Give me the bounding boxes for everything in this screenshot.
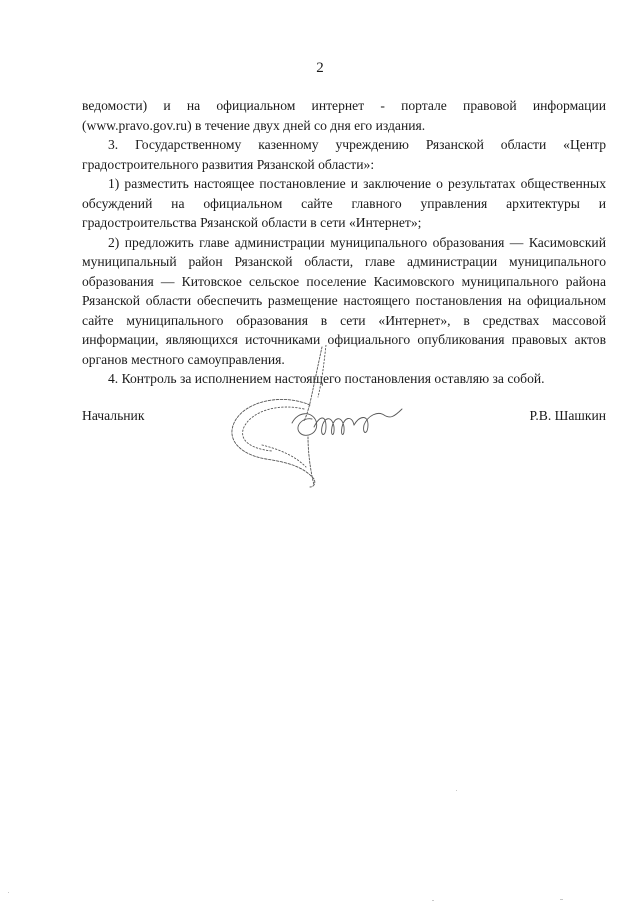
paragraph-item-4: 4. Контроль за исполнением настоящего постановления оставляю за собой. xyxy=(108,371,545,386)
signer-name: Р.В. Шашкин xyxy=(529,408,606,423)
handwritten-signature xyxy=(222,345,422,490)
signer-title: Начальник xyxy=(82,408,145,423)
page-number: 2 xyxy=(316,60,324,76)
scan-speck xyxy=(8,892,9,893)
scan-speck xyxy=(560,899,563,900)
paragraph-subitem-2: 2) предложить главе администрации муниципального образования — Касимовский муниципальный район Рязанской области, главе администрации муниципального образования — Китовское сельское поселение Касимовского муниципального района Рязанской области обеспечить размещение настоящего постановления на официальном сайте муниципального образования в сети «Интернет», в средствах массовой информации, являющихся источниками официального опубликования правовых актов органов местного самоуправления. xyxy=(82,234,606,367)
scan-speck xyxy=(432,900,434,901)
paragraph-item-3: 3. Государственному казенному учреждению Рязанской области «Центр градостроительного развития Рязанской области»: xyxy=(82,137,606,172)
paragraph-subitem-1: 1) разместить настоящее постановление и заключение о результатах общественных обсуждений на официальном сайте главного управления архитектуры и градостроительства Рязанской области в сети «Интернет»; xyxy=(82,176,606,230)
paragraph-continuation: ведомости) и на официальном интернет - портале правовой информации (www.pravo.gov.ru) в течение двух дней со дня его издания. xyxy=(82,98,606,133)
scan-speck xyxy=(456,790,457,791)
